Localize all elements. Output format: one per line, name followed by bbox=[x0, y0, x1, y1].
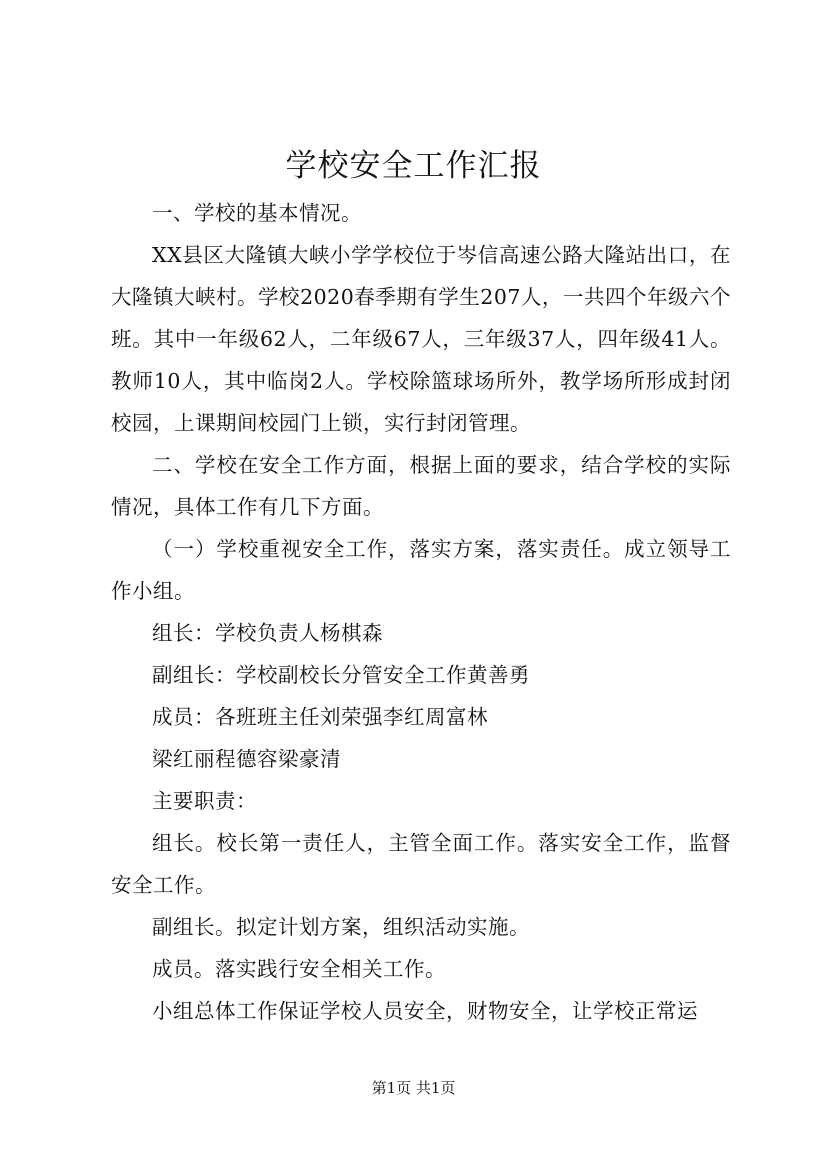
group-overall-work-paragraph: 小组总体工作保证学校人员安全，财物安全，让学校正常运 bbox=[152, 999, 698, 1023]
members-duty-paragraph: 成员。落实践行安全相关工作。 bbox=[152, 957, 446, 981]
deputy-leader-line: 副组长：学校副校长分管安全工作黄善勇 bbox=[152, 663, 530, 687]
page-number-footer: 第1页 共1页 bbox=[371, 1079, 456, 1097]
section-heading-safety-work: 二、学校在安全工作方面，根据上面的要求，结合学校的实际情况，具体工作有几下方面。 bbox=[111, 453, 731, 519]
members-line: 成员：各班班主任刘荣强李红周富林 bbox=[152, 705, 488, 729]
main-duties-heading: 主要职责： bbox=[152, 789, 257, 813]
members-continued-line: 梁红丽程德容梁豪清 bbox=[152, 747, 341, 771]
paragraph-school-overview: XX县区大隆镇大峡小学学校位于岑信高速公路大隆站出口，在大隆镇大峡村。学校2020春季期有学生207人，一共四个年级六个班。其中一年级62人，二年级67人，三年级37人，四年级41人。教师10人，其中临岗2人。学校除篮球场所外，教学场所形成封闭校园，上课期间校园门上锁，实行封闭管理。 bbox=[111, 243, 731, 435]
group-leader-line: 组长：学校负责人杨棋森 bbox=[152, 621, 383, 645]
section-heading-basic-info: 一、学校的基本情况。 bbox=[152, 201, 362, 225]
document-title: 学校安全工作汇报 bbox=[285, 148, 542, 184]
document-body bbox=[111, 192, 731, 1032]
deputy-duty-paragraph: 副组长。拟定计划方案，组织活动实施。 bbox=[152, 915, 530, 939]
leader-duty-paragraph: 组长。校长第一责任人，主管全面工作。落实安全工作，监督安全工作。 bbox=[111, 831, 731, 897]
subsection-leadership-group: （一）学校重视安全工作，落实方案，落实责任。成立领导工作小组。 bbox=[111, 537, 731, 603]
